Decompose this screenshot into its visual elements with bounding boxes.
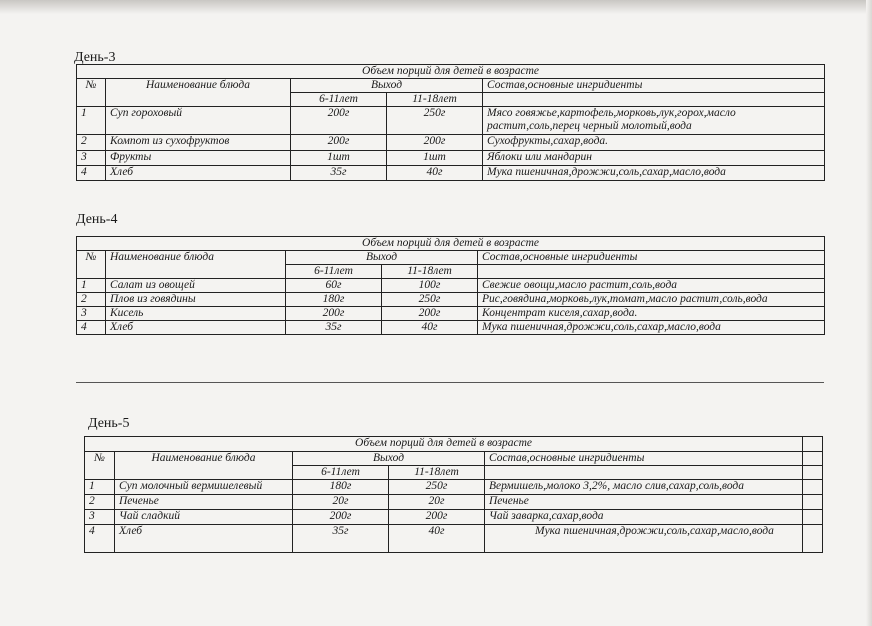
empty-cell (803, 525, 823, 553)
dish-name: Салат из овощей (106, 279, 286, 293)
age-11-18-header: 11-18лет (382, 265, 478, 279)
day-4-table (76, 236, 825, 335)
composition: Печенье (485, 495, 803, 510)
row-number: 3 (85, 510, 115, 525)
portion-6-11: 200г (291, 107, 387, 135)
page-right-edge (866, 0, 872, 626)
table-row (85, 495, 823, 510)
row-number: 4 (77, 166, 106, 181)
empty-cell (803, 480, 823, 495)
age-6-11-header: 6-11лет (293, 466, 389, 480)
empty-cell (803, 452, 823, 466)
row-number: 3 (77, 151, 106, 166)
empty-cell (483, 93, 825, 107)
portion-6-11: 1шт (291, 151, 387, 166)
age-11-18-header: 11-18лет (389, 466, 485, 480)
composition: Концентрат киселя,сахар,вода. (478, 307, 825, 321)
portion-11-18: 200г (387, 135, 483, 151)
empty-cell (803, 466, 823, 480)
dish-name: Кисель (106, 307, 286, 321)
portion-6-11: 35г (286, 321, 382, 335)
row-number: 3 (77, 307, 106, 321)
row-number: 1 (77, 279, 106, 293)
row-number: 4 (85, 525, 115, 553)
empty-cell (478, 265, 825, 279)
dish-name-header: Наименование блюда (106, 79, 291, 107)
portion-6-11: 200г (291, 135, 387, 151)
dish-name-header: Наименование блюда (115, 452, 293, 480)
empty-cell (803, 495, 823, 510)
portion-11-18: 40г (389, 525, 485, 553)
portion-6-11: 60г (286, 279, 382, 293)
dish-name: Чай сладкий (115, 510, 293, 525)
age-11-18-header: 11-18лет (387, 93, 483, 107)
output-header: Выход (286, 251, 478, 265)
portion-11-18: 200г (382, 307, 478, 321)
table-row (85, 525, 823, 553)
empty-cell (803, 510, 823, 525)
portion-11-18: 20г (389, 495, 485, 510)
dish-name: Хлеб (106, 321, 286, 335)
composition: Рис,говядина,морковь,лук,томат,масло растит,соль,вода (478, 293, 825, 307)
composition: Мука пшеничная,дрожжи,соль,сахар,масло,вода (485, 525, 803, 553)
portion-6-11: 180г (286, 293, 382, 307)
portion-11-18: 250г (382, 293, 478, 307)
table-row (85, 480, 823, 495)
composition: Свежие овощи,масло растит,соль,вода (478, 279, 825, 293)
table-row (85, 510, 823, 525)
composition: Сухофрукты,сахар,вода. (483, 135, 825, 151)
composition: Чай заварка,сахар,вода (485, 510, 803, 525)
output-header: Выход (291, 79, 483, 93)
portion-6-11: 35г (293, 525, 389, 553)
empty-cell (803, 437, 823, 452)
dish-name: Печенье (115, 495, 293, 510)
composition: Мука пшеничная,дрожжи,соль,сахар,масло,вода (483, 166, 825, 181)
day-3-title: День-3 (74, 50, 116, 65)
row-number: 4 (77, 321, 106, 335)
dish-name: Суп молочный вермишелевый (115, 480, 293, 495)
row-number: 2 (77, 135, 106, 151)
day-3-table (76, 64, 825, 181)
table-row (77, 307, 825, 321)
portion-11-18: 250г (389, 480, 485, 495)
day-4-title: День-4 (76, 212, 118, 227)
age-6-11-header: 6-11лет (286, 265, 382, 279)
composition-header: Состав,основные ингридиенты (483, 79, 825, 93)
portion-6-11: 200г (293, 510, 389, 525)
row-number: 1 (85, 480, 115, 495)
page-top-shadow (0, 0, 872, 14)
table-row (77, 279, 825, 293)
volume-header: Объем порций для детей в возрасте (77, 65, 825, 79)
number-header: № (77, 251, 106, 279)
composition: Мясо говяжье,картофель,морковь,лук,горох,масло растит,соль,перец черный молотый,вода (483, 107, 825, 135)
dish-name: Плов из говядины (106, 293, 286, 307)
row-number: 1 (77, 107, 106, 135)
number-header: № (77, 79, 106, 107)
dish-name: Фрукты (106, 151, 291, 166)
dish-name: Хлеб (115, 525, 293, 553)
age-6-11-header: 6-11лет (291, 93, 387, 107)
dish-name-header: Наименование блюда (106, 251, 286, 279)
portion-6-11: 200г (286, 307, 382, 321)
composition: Вермишель,молоко 3,2%, масло слив,сахар,соль,вода (485, 480, 803, 495)
volume-header: Объем порций для детей в возрасте (85, 437, 803, 452)
table-row (77, 135, 825, 151)
composition: Яблоки или мандарин (483, 151, 825, 166)
row-number: 2 (85, 495, 115, 510)
portion-11-18: 40г (387, 166, 483, 181)
dish-name: Компот из сухофруктов (106, 135, 291, 151)
volume-header: Объем порций для детей в возрасте (77, 237, 825, 251)
portion-11-18: 100г (382, 279, 478, 293)
portion-6-11: 35г (291, 166, 387, 181)
table-row (77, 107, 825, 135)
day-5-title: День-5 (88, 416, 130, 431)
day-5-table (84, 436, 823, 553)
output-header: Выход (293, 452, 485, 466)
portion-11-18: 200г (389, 510, 485, 525)
portion-6-11: 180г (293, 480, 389, 495)
portion-11-18: 1шт (387, 151, 483, 166)
table-row (77, 321, 825, 335)
table-row (77, 151, 825, 166)
number-header: № (85, 452, 115, 480)
table-row (77, 293, 825, 307)
portion-11-18: 40г (382, 321, 478, 335)
composition-header: Состав,основные ингридиенты (478, 251, 825, 265)
dish-name: Хлеб (106, 166, 291, 181)
portion-11-18: 250г (387, 107, 483, 135)
composition: Мука пшеничная,дрожжи,соль,сахар,масло,вода (478, 321, 825, 335)
page-divider (76, 382, 824, 383)
table-row (77, 166, 825, 181)
dish-name: Суп гороховый (106, 107, 291, 135)
row-number: 2 (77, 293, 106, 307)
composition-header: Состав,основные ингридиенты (485, 452, 803, 466)
empty-cell (485, 466, 803, 480)
portion-6-11: 20г (293, 495, 389, 510)
